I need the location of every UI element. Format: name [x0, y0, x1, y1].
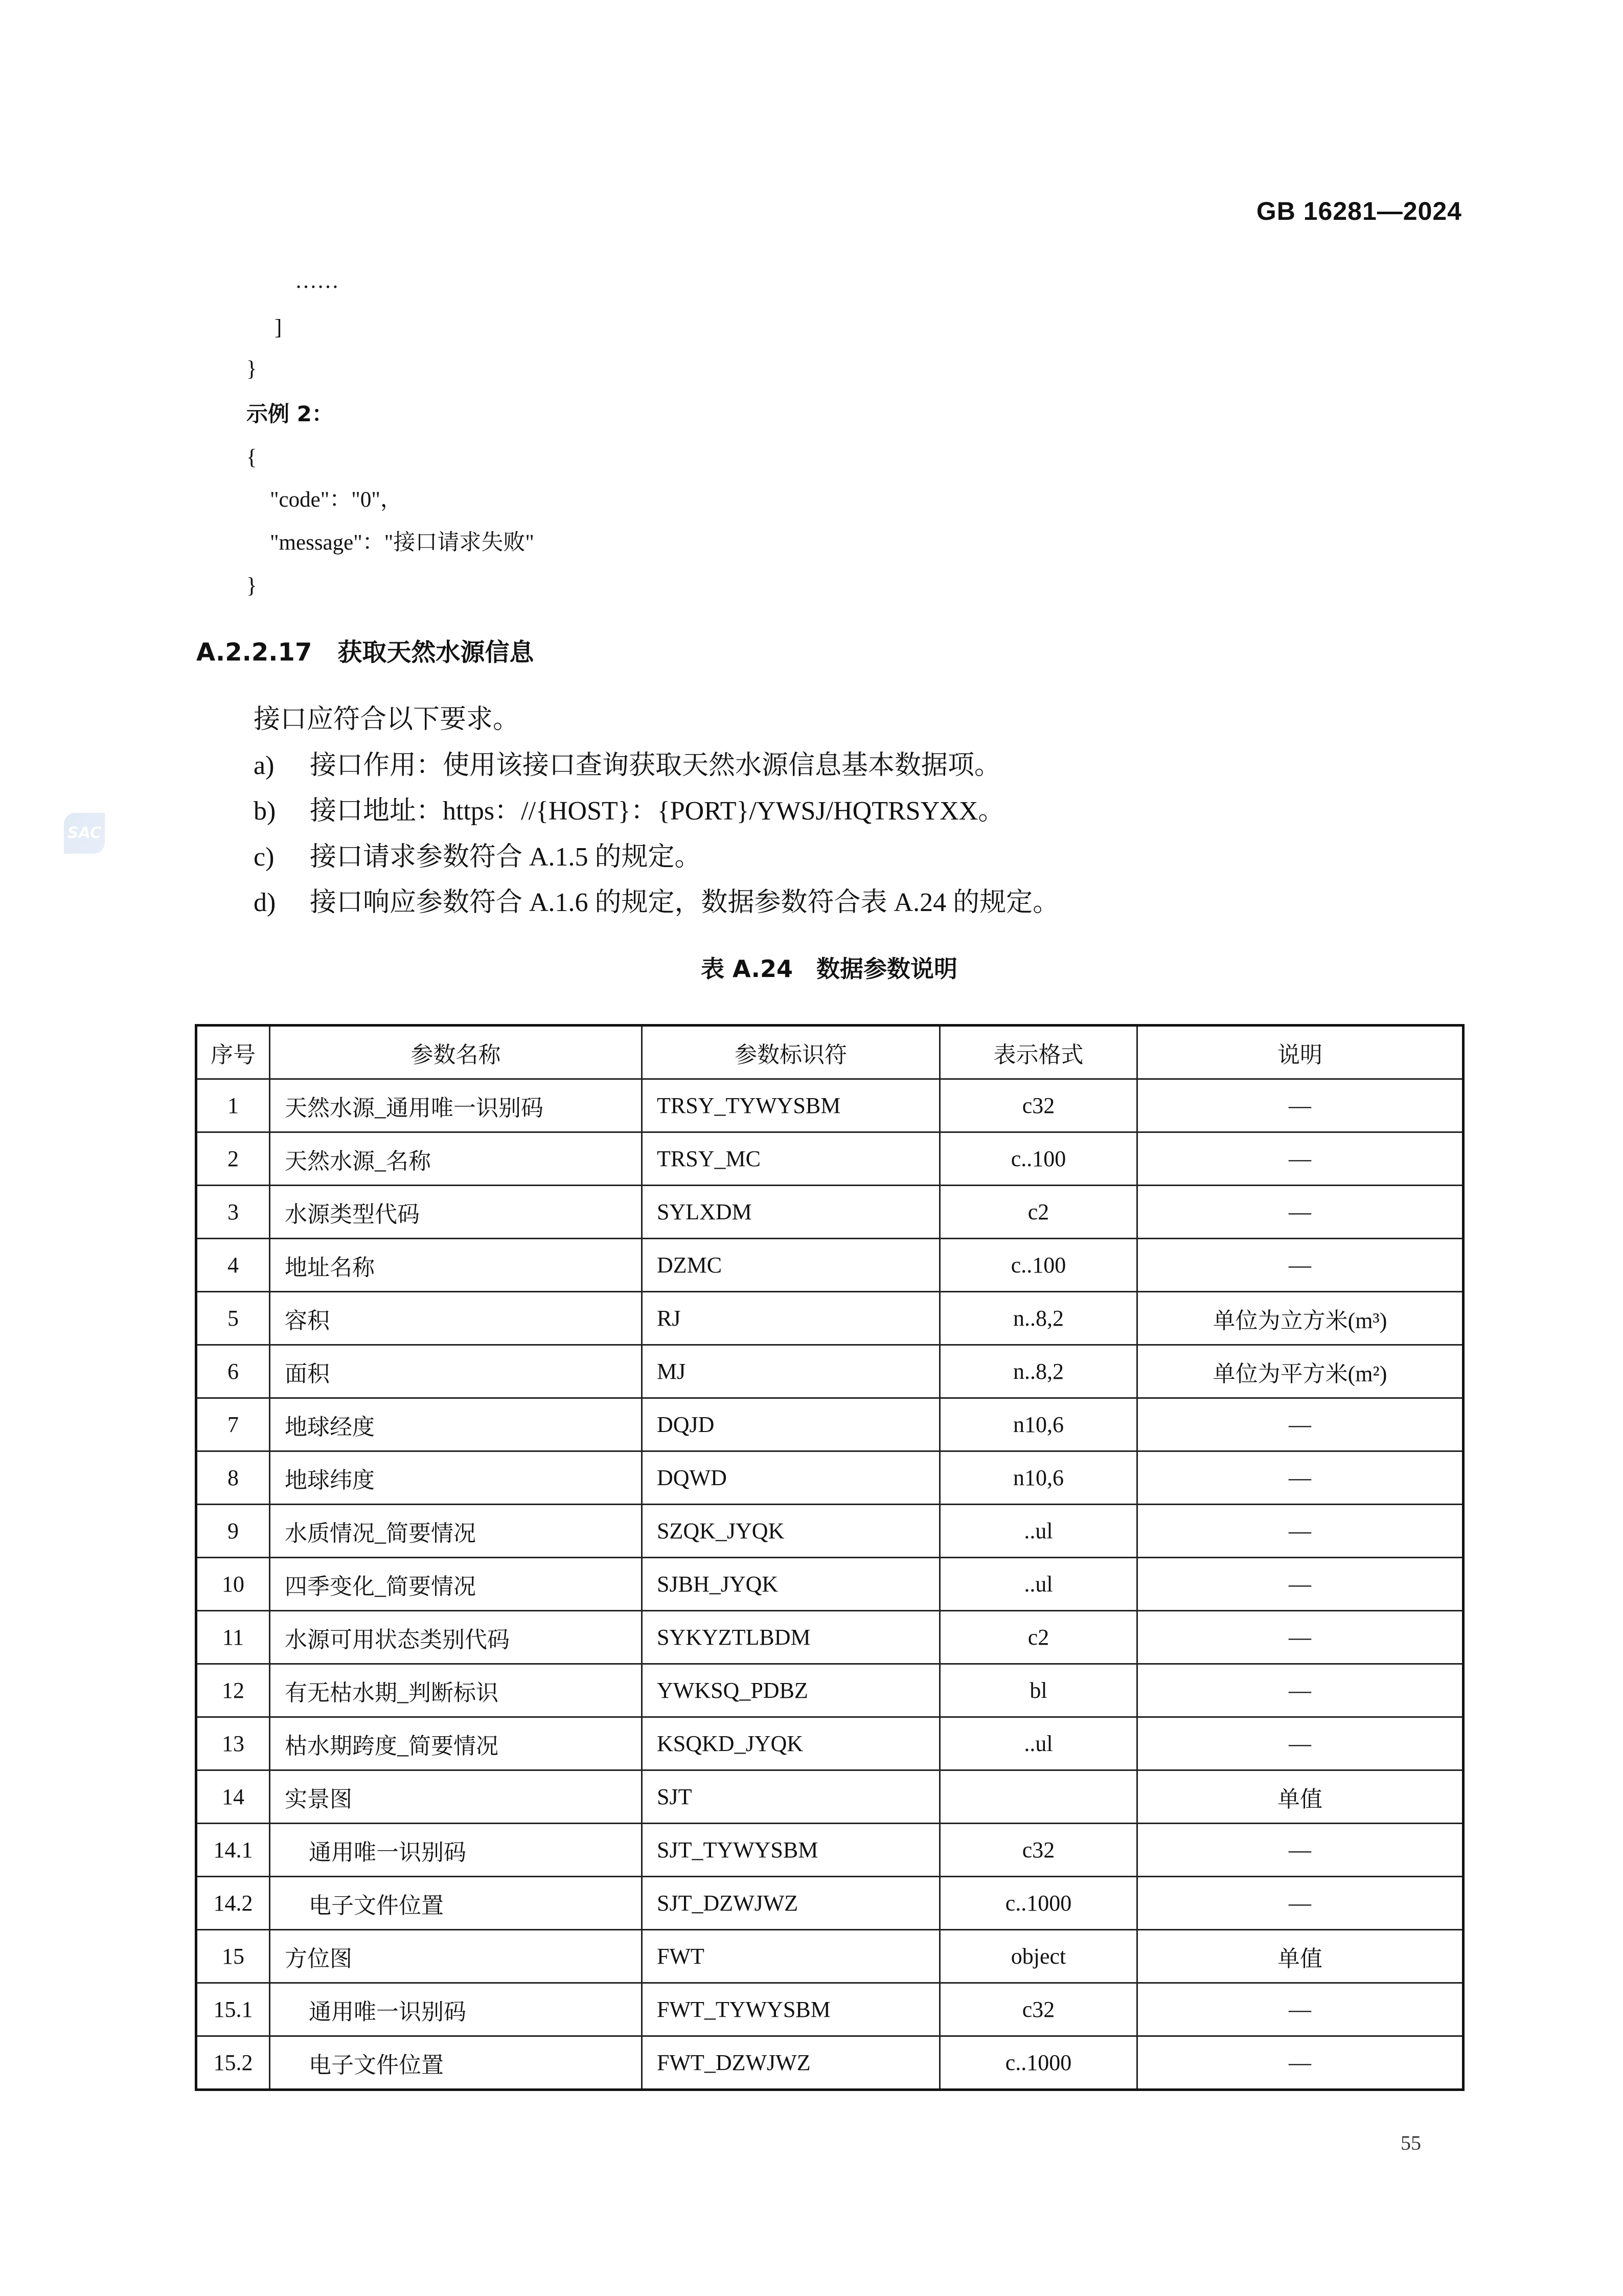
list-item [254, 844, 274, 871]
cell-identifier: SZQK_JYQK [642, 1505, 940, 1558]
item-label: c) [254, 843, 275, 872]
cell-identifier: MJ [642, 1345, 940, 1398]
cell-name: 容积 [270, 1292, 642, 1345]
table-row [196, 1398, 1464, 1451]
cell-identifier: SJT_DZWJWZ [642, 1877, 940, 1930]
cell-index: 8 [196, 1451, 270, 1505]
cell-format: c2 [940, 1186, 1137, 1239]
cell-index: 13 [196, 1717, 270, 1770]
cell-format: c..100 [940, 1132, 1137, 1186]
cell-name: 方位图 [270, 1930, 642, 1983]
cell-identifier: RJ [642, 1292, 940, 1345]
cell-identifier: SJT_TYWYSBM [642, 1824, 940, 1877]
cell-index: 12 [196, 1664, 270, 1717]
cell-identifier: DZMC [642, 1239, 940, 1292]
cell-name: 面积 [270, 1345, 642, 1398]
cell-identifier: FWT_TYWYSBM [642, 1983, 940, 2036]
header-name: 参数名称 [270, 1026, 642, 1079]
table-row [196, 1132, 1464, 1186]
cell-description: 单位为立方米(m³) [1137, 1292, 1464, 1345]
cell-index: 15.1 [196, 1983, 270, 2036]
section-heading [196, 640, 534, 665]
header-index: 序号 [196, 1026, 270, 1079]
cell-identifier: DQJD [642, 1398, 940, 1451]
cell-description: — [1137, 1717, 1464, 1770]
cell-identifier: FWT [642, 1930, 940, 1983]
cell-name: 通用唯一识别码 [270, 1983, 642, 2036]
section-title: 获取天然水源信息 [337, 638, 534, 667]
code-line-code: "code"："0"， [270, 488, 402, 512]
cell-format: n..8,2 [940, 1345, 1137, 1398]
table-row [196, 1451, 1464, 1505]
table-row [196, 1505, 1464, 1558]
cell-description: 单值 [1137, 1770, 1464, 1824]
cell-name: 枯水期跨度_简要情况 [270, 1717, 642, 1770]
cell-index: 11 [196, 1611, 270, 1664]
cell-format: c..1000 [940, 1877, 1137, 1930]
code-line-message: "message"："接口请求失败" [270, 531, 534, 555]
item-label: d) [254, 888, 276, 917]
header-identifier: 参数标识符 [642, 1026, 940, 1079]
cell-format: n10,6 [940, 1451, 1137, 1505]
cell-format: c..1000 [940, 2036, 1137, 2090]
cell-index: 7 [196, 1398, 270, 1451]
table-row [196, 1824, 1464, 1877]
cell-name: 电子文件位置 [270, 2036, 642, 2090]
cell-format: ..ul [940, 1505, 1137, 1558]
item-label: a) [254, 751, 275, 780]
table-row [196, 1983, 1464, 2036]
cell-identifier: KSQKD_JYQK [642, 1717, 940, 1770]
table-row [196, 1186, 1464, 1239]
cell-identifier: SYKYZTLBDM [642, 1611, 940, 1664]
cell-index: 15 [196, 1930, 270, 1983]
table-header-row [196, 1026, 1464, 1079]
cell-index: 15.2 [196, 2036, 270, 2090]
table-row [196, 2036, 1464, 2090]
code-close-brace: } [246, 574, 257, 598]
cell-description: 单值 [1137, 1930, 1464, 1983]
table-row [196, 1239, 1464, 1292]
cell-description: — [1137, 2036, 1464, 2090]
code-close-bracket: ] [275, 315, 282, 339]
table-row [196, 1292, 1464, 1345]
cell-description: — [1137, 1877, 1464, 1930]
cell-format: ..ul [940, 1558, 1137, 1611]
header-description: 说明 [1137, 1026, 1464, 1079]
list-item-text: 接口作用：使用该接口查询获取天然水源信息基本数据项。 [310, 751, 1001, 780]
sac-watermark-logo: SAC [64, 813, 105, 854]
code-ellipsis: …… [295, 269, 339, 293]
cell-index: 1 [196, 1079, 270, 1132]
cell-index: 14.2 [196, 1877, 270, 1930]
cell-format: object [940, 1930, 1137, 1983]
standard-number: GB 16281—2024 [1256, 197, 1462, 225]
list-item [254, 890, 276, 916]
table-row [196, 1664, 1464, 1717]
table-row [196, 1930, 1464, 1983]
cell-index: 3 [196, 1186, 270, 1239]
cell-name: 天然水源_名称 [270, 1132, 642, 1186]
cell-format: c..100 [940, 1239, 1137, 1292]
cell-identifier: TRSY_TYWYSBM [642, 1079, 940, 1132]
cell-name: 地址名称 [270, 1239, 642, 1292]
cell-format: c32 [940, 1983, 1137, 2036]
cell-description: — [1137, 1558, 1464, 1611]
cell-index: 6 [196, 1345, 270, 1398]
cell-identifier: SJT [642, 1770, 940, 1824]
table-row [196, 1877, 1464, 1930]
list-item [254, 798, 276, 825]
page-number: 55 [1401, 2131, 1421, 2154]
cell-name: 水源可用状态类别代码 [270, 1611, 642, 1664]
cell-format: bl [940, 1664, 1137, 1717]
cell-description: — [1137, 1451, 1464, 1505]
header-format: 表示格式 [940, 1026, 1137, 1079]
cell-format [940, 1770, 1137, 1824]
table-row [196, 1717, 1464, 1770]
cell-description: — [1137, 1079, 1464, 1132]
cell-name: 四季变化_简要情况 [270, 1558, 642, 1611]
cell-format: n10,6 [940, 1398, 1137, 1451]
cell-description: — [1137, 1983, 1464, 2036]
cell-format: c32 [940, 1824, 1137, 1877]
cell-identifier: SYLXDM [642, 1186, 940, 1239]
section-intro: 接口应符合以下要求。 [254, 705, 520, 734]
table-row [196, 1770, 1464, 1824]
cell-index: 14 [196, 1770, 270, 1824]
cell-identifier: YWKSQ_PDBZ [642, 1664, 940, 1717]
cell-description: — [1137, 1132, 1464, 1186]
cell-name: 电子文件位置 [270, 1877, 642, 1930]
cell-index: 2 [196, 1132, 270, 1186]
cell-name: 地球经度 [270, 1398, 642, 1451]
cell-index: 4 [196, 1239, 270, 1292]
cell-format: n..8,2 [940, 1292, 1137, 1345]
code-open-brace: { [246, 445, 257, 469]
cell-name: 有无枯水期_判断标识 [270, 1664, 642, 1717]
cell-index: 14.1 [196, 1824, 270, 1877]
cell-name: 水质情况_简要情况 [270, 1505, 642, 1558]
table-row [196, 1558, 1464, 1611]
cell-name: 水源类型代码 [270, 1186, 642, 1239]
cell-name: 地球纬度 [270, 1451, 642, 1505]
list-item-text: 接口请求参数符合 A.1.5 的规定。 [310, 843, 701, 872]
example-label: 示例 2： [246, 401, 333, 426]
cell-index: 10 [196, 1558, 270, 1611]
list-item-text: 接口响应参数符合 A.1.6 的规定，数据参数符合表 A.24 的规定。 [310, 888, 1060, 917]
cell-description: — [1137, 1824, 1464, 1877]
table-row [196, 1611, 1464, 1664]
cell-name: 通用唯一识别码 [270, 1824, 642, 1877]
table-row [196, 1079, 1464, 1132]
list-item [254, 753, 274, 779]
cell-name: 实景图 [270, 1770, 642, 1824]
cell-format: c32 [940, 1079, 1137, 1132]
cell-description: 单位为平方米(m²) [1137, 1345, 1464, 1398]
cell-description: — [1137, 1611, 1464, 1664]
section-number: A.2.2.17 [196, 638, 312, 667]
cell-format: ..ul [940, 1717, 1137, 1770]
table-row [196, 1345, 1464, 1398]
cell-index: 5 [196, 1292, 270, 1345]
cell-description: — [1137, 1505, 1464, 1558]
list-item-text: 接口地址：https：//{HOST}：{PORT}/YWSJ/HQTRSYXX。 [310, 797, 1005, 826]
cell-name: 天然水源_通用唯一识别码 [270, 1079, 642, 1132]
cell-description: — [1137, 1239, 1464, 1292]
table-caption: 表 A.24 数据参数说明 [701, 955, 957, 983]
cell-description: — [1137, 1398, 1464, 1451]
cell-identifier: SJBH_JYQK [642, 1558, 940, 1611]
cell-identifier: TRSY_MC [642, 1132, 940, 1186]
cell-identifier: DQWD [642, 1451, 940, 1505]
cell-description: — [1137, 1664, 1464, 1717]
data-parameter-table [195, 1024, 1465, 2091]
cell-format: c2 [940, 1611, 1137, 1664]
cell-description: — [1137, 1186, 1464, 1239]
cell-index: 9 [196, 1505, 270, 1558]
item-label: b) [254, 797, 276, 826]
code-close-brace: } [246, 357, 257, 381]
cell-identifier: FWT_DZWJWZ [642, 2036, 940, 2090]
